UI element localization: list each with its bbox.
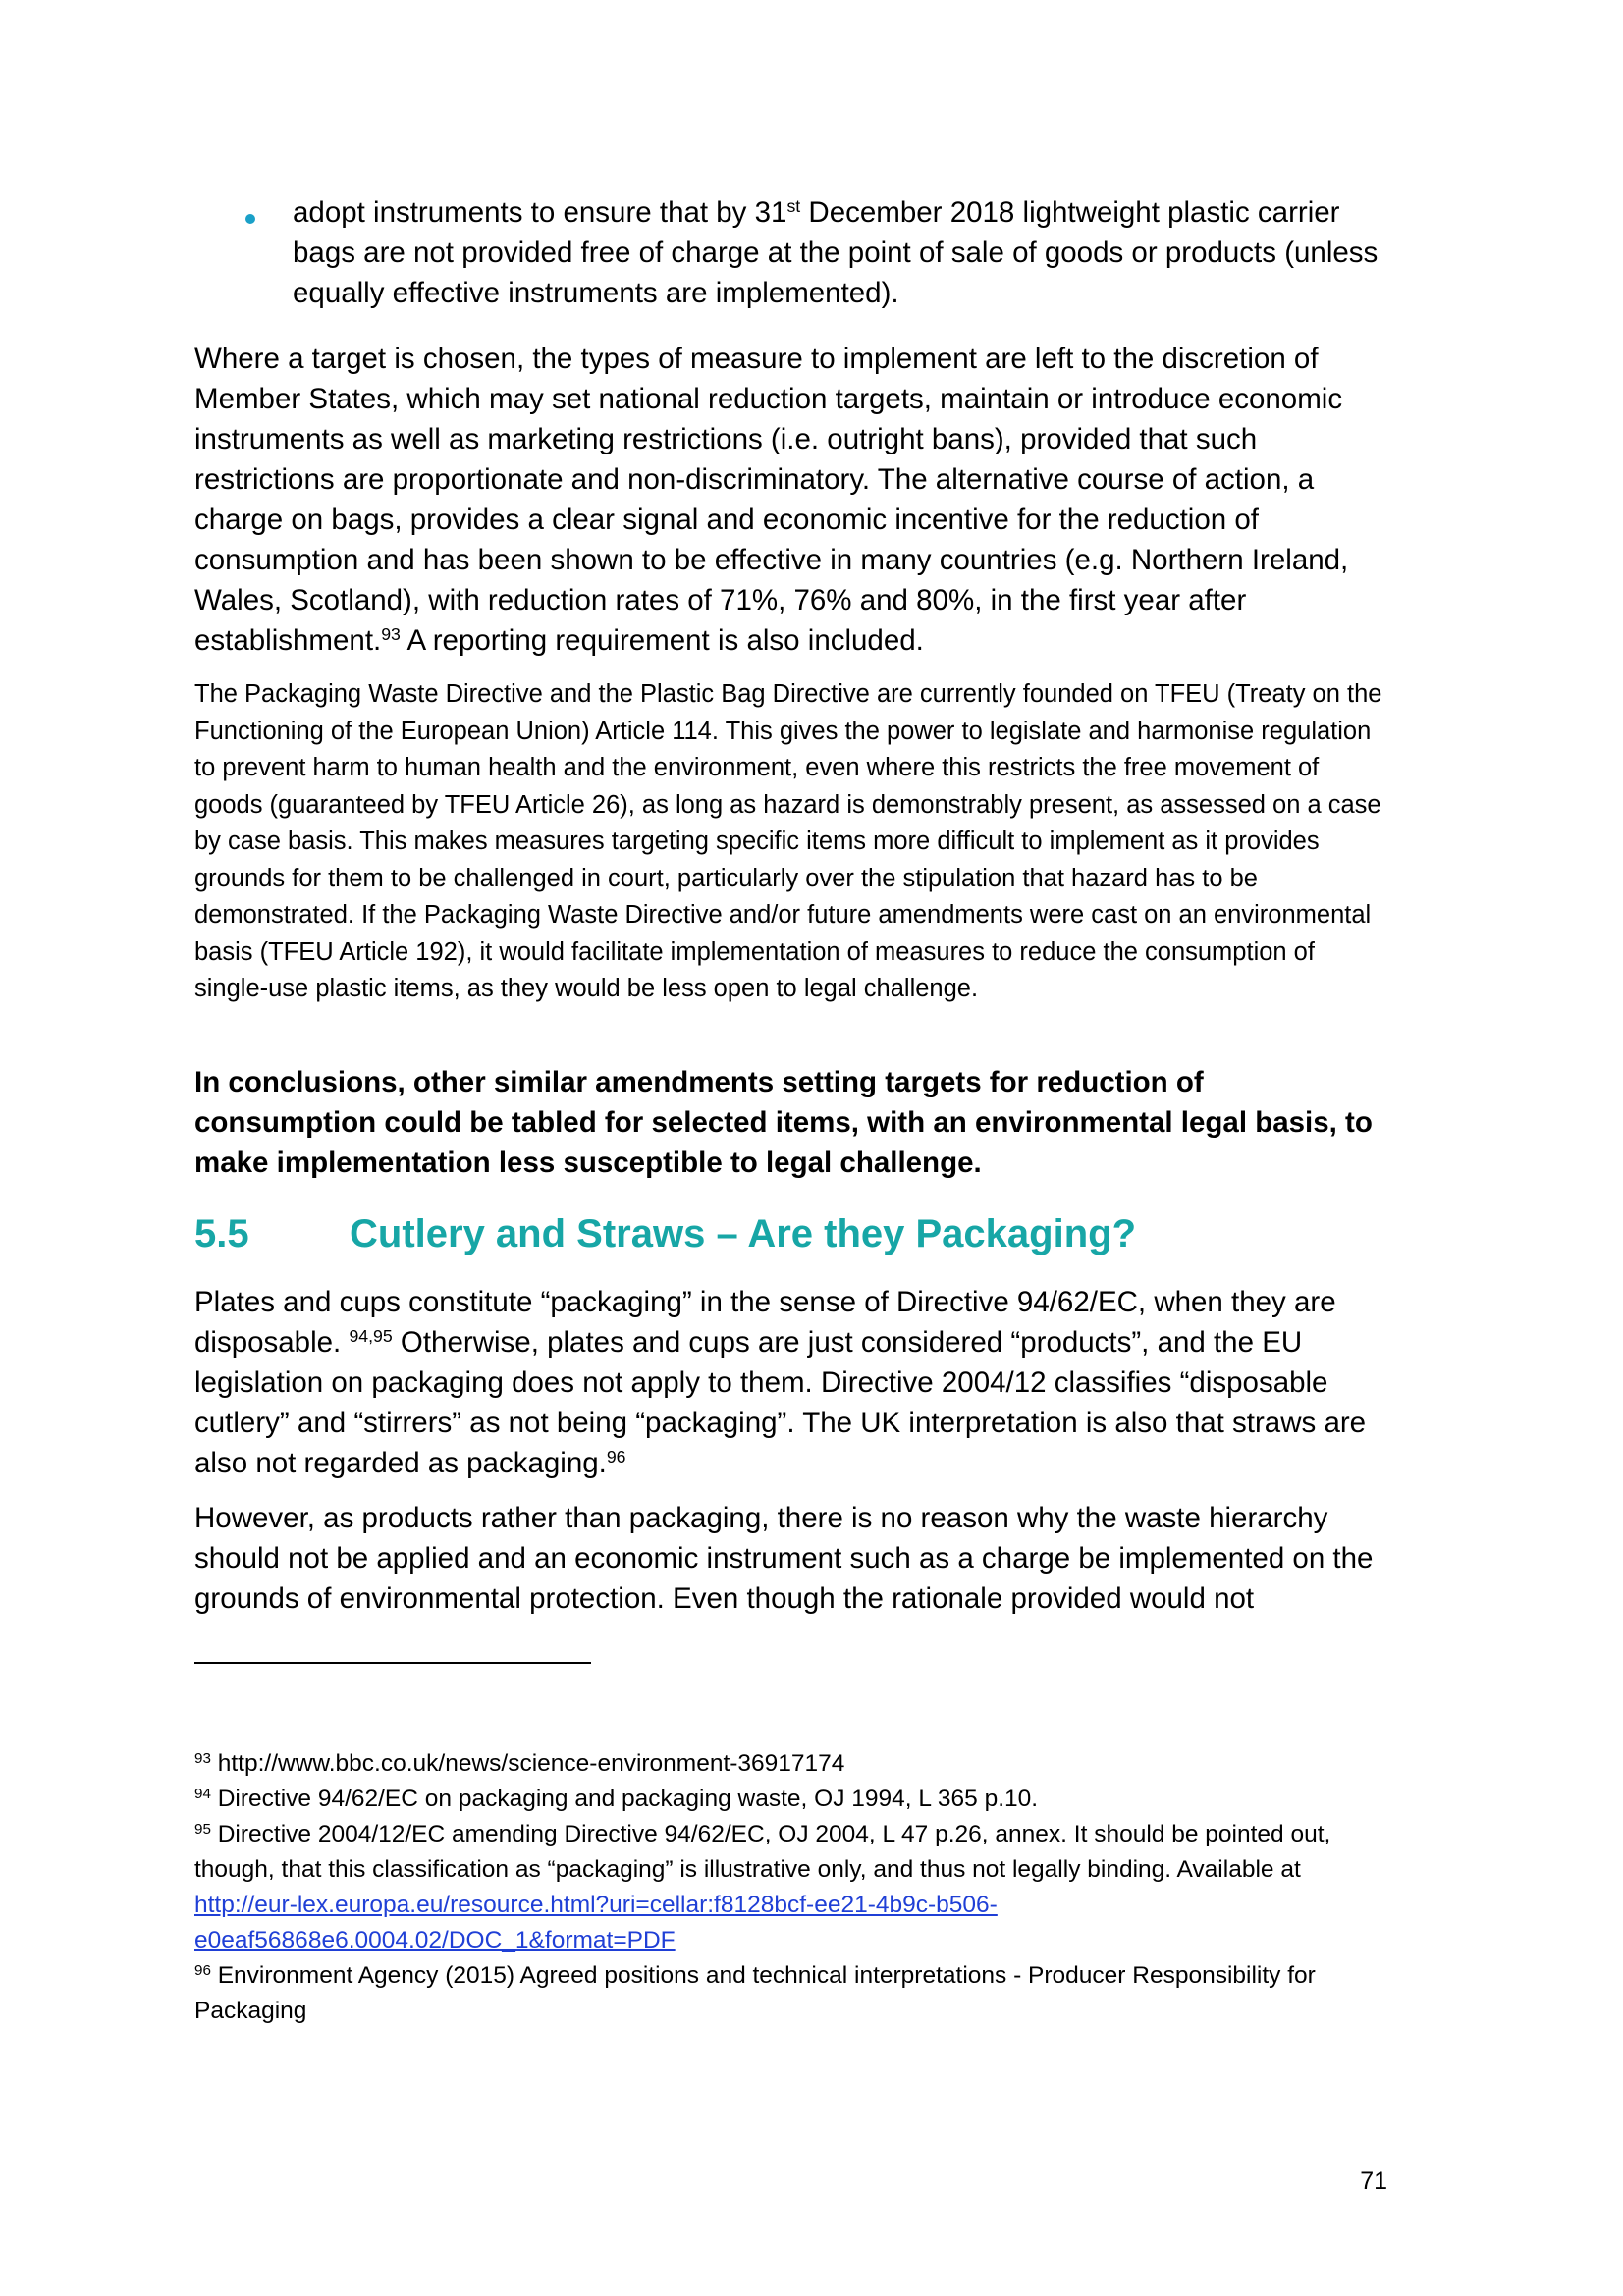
paragraph-conclusion: In conclusions, other similar amendments setting targets for reduction of consumption could be tabled for selected items, with an environmental legal basis, to make implementation less susceptible to legal challenge. [194, 1066, 1373, 1179]
paragraph-target: Where a target is chosen, the types of measure to implement are left to the discretion of Member States, which may set national reduction targets, maintain or introduce economic instruments as well as marketing restrictions (i.e. outright bans), provided that such restrictions are proportionate and non-discriminatory. The alternative course of action, a charge on bags, provides a clear signal and economic incentive for the reduction of consumption and has been shown to be effective in many countries (e.g. Northern Ireland, Wales, Scotland), with reduction rates of 71%, 76% and 80%, in the first year after establishment.$^{93}$ A reporting requirement is also included. [194, 343, 1349, 657]
section-heading [194, 1209, 1387, 1258]
footnote-95: $^{95}$ Directive 2004/12/EC amending Directive 94/62/EC, OJ 2004, L 47 p.26, annex. It should be pointed out, though, that this classification as “packaging” is illustrative only, and thus not legally binding. Available at http://eur-lex.europa.eu/resource.html?uri=cellar:f8128bcf-ee21-4b9c-b506-e0eaf56868e6.0004.02/DOC_1&format=PDF [194, 1820, 1331, 1953]
bullet-text: adopt instruments to ensure that by 31st December 2018 lightweight plastic carrier bags are not provided free of charge at the point of sale of goods or products (unless equally effective instruments are implemented). [293, 196, 1379, 309]
section-title: Cutlery and Straws – Are they Packaging? [350, 1212, 1136, 1255]
paragraph-waste-hierarchy: However, as products rather than packaging, there is no reason why the waste hierarchy should not be applied and an economic instrument such as a charge be implemented on the grounds of environmental protection. Even though the rationale provided would not [194, 1502, 1374, 1615]
footnote-ref-93[interactable]: 93 [381, 624, 401, 645]
paragraph-tfeu: The Packaging Waste Directive and the Plastic Bag Directive are currently founded on TFEU (Treaty on the Functioning of the European Union) Article 114. This gives the power to legislate and harmonise regulation to prevent harm to human health and the environment, even where this restricts the free movement of goods (guaranteed by TFEU Article 26), as long as hazard is demonstrably present, as assessed on a case by case basis. This makes measures targeting specific items more difficult to implement as it provides grounds for them to be challenged in court, particularly over the stipulation that hazard has to be demonstrated. If the Packaging Waste Directive and/or future amendments were cast on an environmental basis (TFEU Article 192), it would facilitate implementation of measures to reduce the consumption of single-use plastic items, as they would be less open to legal challenge. [194, 680, 1382, 1002]
footnote-ref-94-95[interactable]: 94,95 [349, 1326, 393, 1347]
footnotes [194, 1746, 1387, 2029]
section-number: 5.5 [194, 1212, 249, 1255]
paragraph-plates-cups: Plates and cups constitute “packaging” in the sense of Directive 94/62/EC, when they are disposable. $^{94,95}$ Otherwise, plates and cups are just considered “products”, and the EU legislation on packaging does not apply to them. Directive 2004/12 classifies “disposable cutlery” and “stirrers” as not being “packaging”. The UK interpretation is also that straws are also not regarded as packaging.$^{96}$ [194, 1286, 1367, 1479]
footnote-separator [194, 1662, 591, 1664]
footnote-ref-96[interactable]: 96 [606, 1447, 626, 1468]
footnote-94: $^{94}$ Directive 94/62/EC on packaging and packaging waste, OJ 1994, L 365 p.10. [194, 1785, 1039, 1812]
eur-lex-link[interactable]: http://eur-lex.europa.eu/resource.html?uri=cellar:f8128bcf-ee21-4b9c-b506-e0eaf56868e6.0004.02/DOC_1&format=PDF [194, 1892, 998, 1953]
footnote-96: $^{96}$ Environment Agency (2015) Agreed positions and technical interpretations - Producer Responsibility for Packaging [194, 1961, 1316, 2024]
bullet-item [194, 192, 1387, 313]
footnote-93: $^{93}$ http://www.bbc.co.uk/news/science-environment-36917174 [194, 1749, 845, 1777]
page-number: 71 [1360, 2167, 1387, 2195]
bullet-icon [245, 214, 255, 224]
